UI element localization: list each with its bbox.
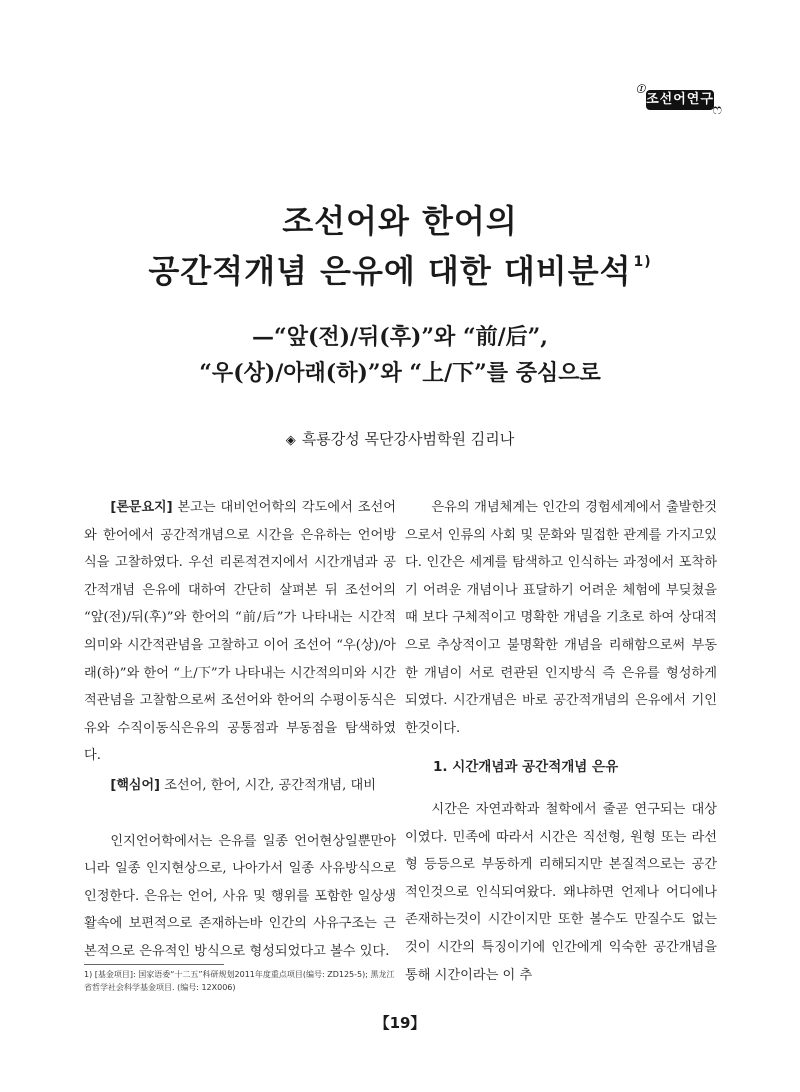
swirl-ornament-icon: ෆ bbox=[712, 102, 722, 118]
section-badge bbox=[636, 85, 722, 118]
keywords-label: [핵심어] bbox=[110, 777, 160, 793]
title-line-1: 조선어와 한어의 bbox=[282, 202, 518, 240]
section-badge-label: 조선어연구 bbox=[646, 90, 714, 110]
body-paragraph: 인지언어학에서는 은유를 일종 언어현상일뿐만아니라 일종 인지현상으로, 나아가서 일종 사유방식으로 인정한다. 은유는 언어, 사유 및 행위를 포함한 일상생활속에 보편적으로 존재하는바 인간의 사유구조는 근본적으로 은유적인 방식으로 형성되었다고 볼수 있다. bbox=[84, 833, 396, 959]
diamond-bullet-icon: ◈ bbox=[285, 433, 296, 448]
body-paragraph: 은유의 개념체계는 인간의 경험세계에서 출발한것으로서 인류의 사회 및 문화와 밀접한 관계를 가지고있다. 인간은 세계를 탐색하고 인식하는 과정에서 포착하기 어려운 개념이나 표달하기 어려운 체험에 부딪쳤을 때 보다 구체적이고 명확한 개념을 기초로 하여 상대적으로 추상적이고 불명확한 개념을 리해함으로써 부동한 개념이 서로 련관된 인지방식 즉 은유를 형성하게 되였다. 시간개념은 바로 공간적개념의 은유에서 기인한것이다. bbox=[405, 500, 717, 736]
abstract-paragraph bbox=[84, 494, 396, 770]
right-column bbox=[405, 494, 717, 989]
abstract-text: 본고는 대비언어학의 각도에서 조선어와 한어에서 공간적개념으로 시간을 은유하는 언어방식을 고찰하였다. 우선 리론적견지에서 시간개념과 공간적개념 은유에 대하여 간단히 살펴본 뒤 조선어의 “앞(전)/뒤(후)”와 한어의 “前/后”가 나타내는 시간적의미와 시간적관념을 고찰하고 이어 조선어 “우(상)/아래(하)”와 한어 “上/下”가 나타내는 시간적의미와 시간적관념을 고찰함으로써 조선어와 한어의 수평이동식은유와 수직이동식은유의 공통점과 부동점을 탐색하였다. bbox=[84, 500, 396, 764]
keywords-text: 조선어, 한어, 시간, 공간적개념, 대비 bbox=[159, 777, 377, 793]
author-text: 흑룡강성 목단강사범학원 김리나 bbox=[301, 430, 515, 448]
keywords-paragraph bbox=[84, 772, 396, 800]
subtitle-line-2: “우(상)/아래(하)”와 “上/下”를 중심으로 bbox=[199, 360, 601, 386]
body-paragraph: 시간은 자연과학과 철학에서 줄곧 연구되는 대상이였다. 민족에 따라서 시간은 직선형, 원형 또는 라선형 등등으로 부동하게 리해되지만 본질적으로는 공간적인것으로 인식되여왔다. 왜냐하면 언제나 어디에나 존재하는것이 시간이지만 또한 볼수도 만질수도 없는것이 시간의 특징이기에 인간에게 익숙한 공간개념을 통해 시간이라는 이 추 bbox=[405, 801, 717, 983]
left-column bbox=[84, 494, 396, 966]
title-footnote-mark: 1) bbox=[633, 254, 652, 270]
section-tag: Ⓘ bbox=[636, 85, 646, 95]
title-line-2-text: 공간적개념 은유에 대한 대비분석 bbox=[148, 252, 632, 290]
title-line-2 bbox=[0, 246, 800, 292]
footnote: 1) [基金项目]: 国家语委“十二五”科研规划2011年度重点项目(编号: ZD125-5); 黑龙江省哲学社会科学基金项目. (编号: 12X006) bbox=[84, 970, 395, 992]
subtitle-line-1: —“앞(전)/뒤(후)”와 “前/后”, bbox=[252, 324, 548, 350]
footnote-divider bbox=[84, 964, 224, 965]
page-number: 【19】 bbox=[374, 1014, 426, 1032]
abstract-label: [론문요지] bbox=[110, 500, 173, 515]
author-affiliation bbox=[0, 428, 800, 449]
section-heading: 1. 시간개념과 공간적개념 은유 bbox=[433, 759, 619, 776]
